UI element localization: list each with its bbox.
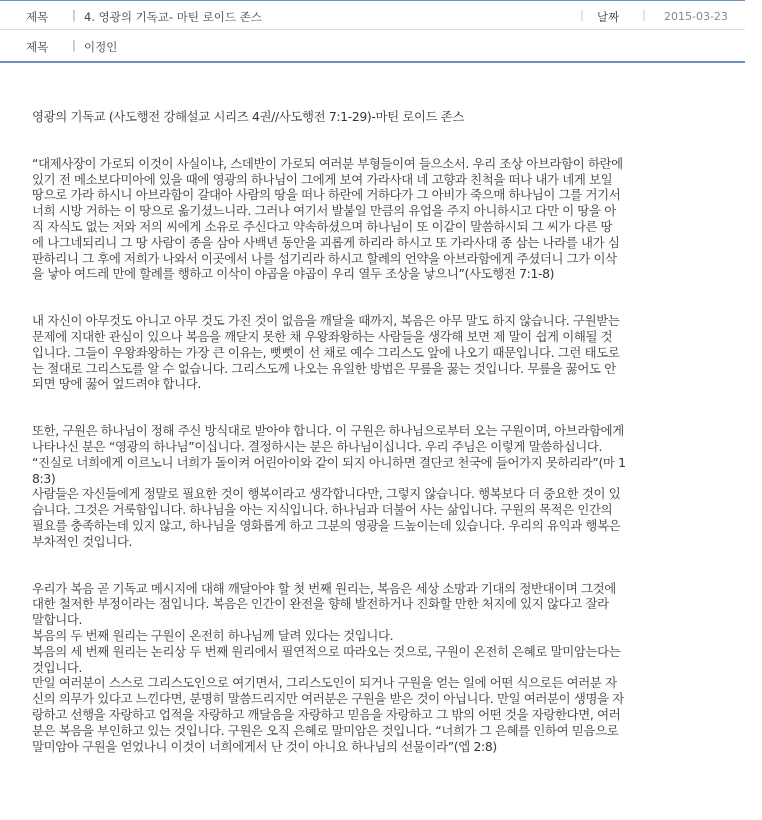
- article-heading: 영광의 기독교 (사도행전 강해설교 시리즈 4권//사도행전 7:1-29)-마틴 로이드 존스: [32, 109, 465, 124]
- text-line: 땅으로 가라 하시니 아브라함이 갈대아 사람의 땅을 떠나 하란에 거하다가 그 아비가 죽으매 하나님이 그를 거기서: [32, 187, 621, 203]
- text-line: 만일 여러분이 스스로 그리스도인으로 여기면서, 그리스도인이 되거나 구원을 얻는 일에 어떤 식으로든 여러분 자: [32, 675, 617, 691]
- text-line: 복음의 두 번째 원리는 구원이 온전히 하나님께 달려 있다는 것입니다.: [32, 627, 394, 643]
- text-line: 또한, 구원은 하나님이 정해 주신 방식대로 받아야 합니다. 이 구원은 하나님으로부터 오는 구원이며, 아브라함에게: [32, 423, 624, 439]
- spacer: [32, 282, 740, 313]
- title-row: [0, 1, 745, 30]
- spacer: [32, 550, 740, 581]
- text-line: 에 나그네되리니 그 땅 사람이 종을 삼아 사백년 동안을 괴롭게 하리라 하시고 또 가라사대 종 삼는 나라를 내가 심: [32, 234, 620, 250]
- title-label: 제목: [26, 10, 49, 24]
- spacer: [32, 125, 740, 156]
- text-line: 너희 시방 거하는 이 땅으로 옮기셨느니라. 그러나 여기서 발붙일 만큼의 유업을 주지 아니하시고 다만 이 땅을 아: [32, 203, 616, 219]
- spacer: [32, 392, 740, 423]
- text-line: 말미암아 구원을 얻었나니 이것이 너희에게서 난 것이 아니요 하나님의 선물이라”(엡 2:8): [32, 738, 497, 754]
- author-row: [0, 30, 745, 63]
- text-line: 나타나신 분은 “영광의 하나님”이십니다. 결정하시는 분은 하나님이십니다. 우리 주님은 이렇게 말씀하십니다.: [32, 438, 603, 454]
- date-divider: |: [580, 8, 584, 22]
- date-separator: |: [642, 8, 646, 22]
- paragraph-1: [32, 156, 740, 282]
- article-body: [32, 109, 740, 754]
- text-line: 것입니다.: [32, 659, 83, 675]
- text-line: 우리가 복음 곧 기독교 메시지에 대해 깨달아야 할 첫 번째 원리는, 복음은 세상 소망과 기대의 정반대이며 그것에: [32, 580, 616, 596]
- text-line: 신의 의무가 있다고 느낀다면, 분명히 말씀드리지만 여러분은 구원을 받은 것이 아닙니다. 만일 여러분이 생명을 자: [32, 691, 624, 707]
- text-line: 사람들은 자신들에게 정말로 필요한 것이 행복이라고 생각합니다만, 그렇지 않습니다. 행복보다 더 중요한 것이 있: [32, 486, 621, 502]
- text-line: 랑하고 선행을 자랑하고 업적을 자랑하고 깨달음을 자랑하고 믿음을 자랑하고 그 밖의 어떤 것을 자랑한다면, 여러: [32, 706, 621, 722]
- author-separator: |: [72, 38, 76, 52]
- author-label: 제목: [26, 40, 49, 54]
- post-title: 4. 영광의 기독교- 마틴 로이드 존스: [84, 10, 262, 24]
- post-date: 2015-03-23: [664, 10, 728, 23]
- text-line: 말합니다.: [32, 612, 83, 628]
- text-line: 복음의 세 번째 원리는 논리상 두 번째 원리에서 필연적으로 따라오는 것으로, 구원이 온전히 은혜로 말미암는다는: [32, 643, 621, 659]
- paragraph-3: [32, 423, 740, 549]
- post-meta-table: [0, 0, 745, 63]
- text-line: 분은 복음을 부인하고 있는 것입니다. 구원은 오직 은혜로 말미암은 것입니다. “너희가 그 은혜를 인하여 믿음으로: [32, 722, 619, 738]
- text-line: 대한 철저한 부정이라는 점입니다. 복음은 인간이 완전을 향해 발전하거나 진화할 만한 처지에 있지 않다고 잘라: [32, 596, 609, 612]
- text-line: 을 낳아 여드레 만에 할례를 행하고 이삭이 야곱을 야곱이 우리 열두 조상을 낳으니”(사도행전 7:1-8): [32, 266, 555, 282]
- text-line: 판하리니 그 후에 저희가 나와서 이곳에서 나를 섬기리라 하시고 할례의 언약을 아브라함에게 주셨더니 그가 이삭: [32, 250, 617, 266]
- text-line: 되면 땅에 꿇어 엎드려야 합니다.: [32, 376, 201, 392]
- title-separator: |: [72, 8, 76, 22]
- text-line: 필요를 충족하는데 있지 않고, 하나님을 영화롭게 하고 그분의 영광을 드높이는데 있습니다. 우리의 유익과 행복은: [32, 517, 621, 533]
- date-label: 날짜: [597, 10, 620, 24]
- text-line: “대제사장이 가로되 이것이 사실이냐, 스데반이 가로되 여러분 부형들이여 들으소서. 우리 조상 아브라함이 하란에: [32, 155, 623, 171]
- text-line: 있기 전 메소보다미아에 있을 때에 영광의 하나님이 그에게 보여 가라사대 네 고향과 친척을 떠나 내가 네게 보일: [32, 171, 613, 187]
- paragraph-4: [32, 581, 740, 755]
- text-line: 습니다. 그것은 거룩함입니다. 하나님을 아는 지식입니다. 하나님과 더불어 사는 삶입니다. 구원의 목적은 인간의: [32, 502, 613, 518]
- text-line: 문제에 지대한 관심이 있으나 복음을 깨닫지 못한 채 우왕좌왕하는 사람들을 생각해 보면 제 말이 쉽게 이해될 것: [32, 328, 613, 344]
- text-line: 8:3): [32, 470, 56, 486]
- post-author: 이정인: [84, 40, 118, 54]
- text-line: 내 자신이 아무것도 아니고 아무 것도 가진 것이 없음을 깨달을 때까지, 복음은 아무 말도 하지 않습니다. 구원받는: [32, 313, 620, 329]
- text-line: 부차적인 것입니다.: [32, 533, 133, 549]
- text-line: 직 자식도 없는 저와 저의 씨에게 소유로 주신다고 약속하셨으며 하나님이 또 이같이 말씀하시되 그 씨가 다른 땅: [32, 218, 613, 234]
- paragraph-2: [32, 313, 740, 392]
- text-line: 는 절대로 그리스도를 알 수 없습니다. 그리스도께 나오는 유일한 방법은 무릎을 꿇는 것입니다. 무릎을 꿇어도 안: [32, 360, 616, 376]
- text-line: “진실로 너희에게 이르노니 너희가 돌이켜 어린아이와 같이 되지 아니하면 결단코 천국에 들어가지 못하리라”(마 1: [32, 454, 626, 470]
- text-line: 입니다. 그들이 우왕좌왕하는 가장 큰 이유는, 뻣뻣이 선 채로 예수 그리스도 앞에 나오기 때문입니다. 그런 태도로: [32, 344, 620, 360]
